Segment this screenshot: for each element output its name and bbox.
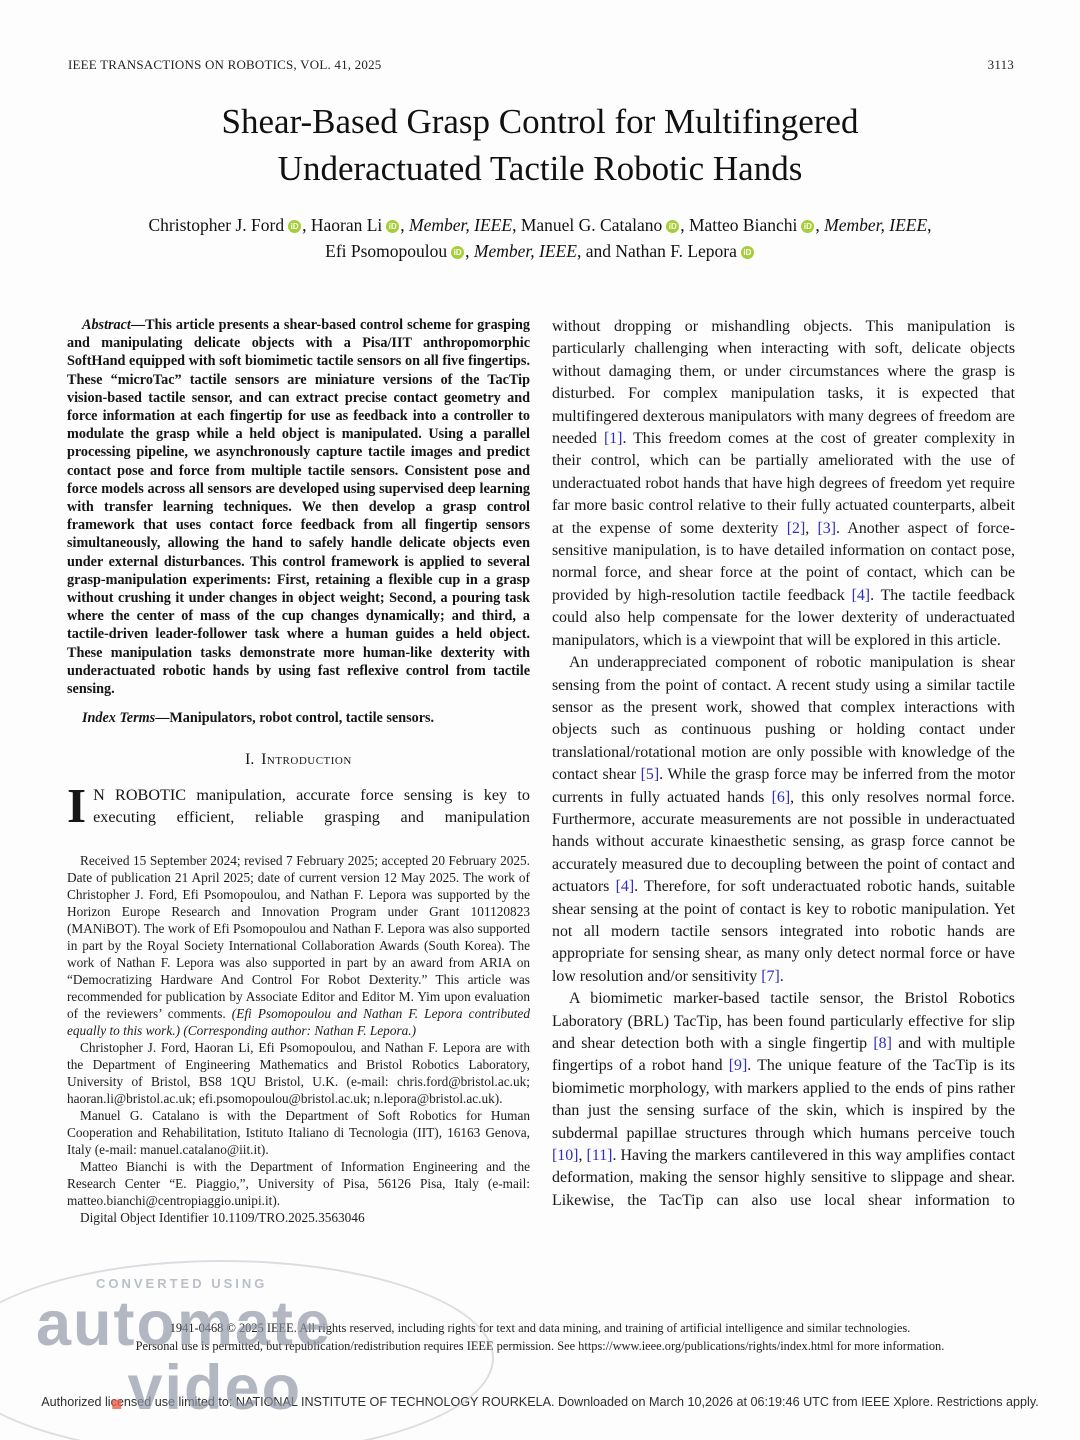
abstract-text: —This article presents a shear-based control scheme for grasping and manipulating delicate objects with a Pisa/IIT anthropomorphic SoftHand equipped with soft biomimetic tactile sensors on all five fingertips. These “microTac” tactile sensors are miniature versions of the TacTip vision-based tactile sensor, and can extract precise contact geometry and force information at each fingertip for use as feedback into a controller to modulate the grasp while a held object is manipulated. Using a parallel processing pipeline, we asynchronously capture tactile images and predict contact pose and force from multiple tactile sensors. Consistent pose and force models across all sensors are developed using supervised deep learning with transfer learning techniques. We then develop a grasp control framework that uses contact force feedback from all fingertip sensors simultaneously, allowing the hand to safely handle delicate objects even under external disturbances. This control framework is applied to several grasp-manipulation experiments: First, retaining a flexible cup in a grasp without crushing it under changes in object weight; Second, a pouring task where the center of mass of the cup changes dynamically; and third, a tactile-driven leader-follower task where a human guides a held object. These manipulation tasks demonstrate more human-like dexterity with underactuated robotic hands by using fast reflexive control from tactile sensing. xyxy=(67,317,530,698)
left-column xyxy=(67,316,530,1314)
text-segment: , xyxy=(465,241,474,261)
title-line-2: Underactuated Tactile Robotic Hands xyxy=(277,149,803,188)
index-terms xyxy=(67,709,530,727)
paper-title xyxy=(0,98,1080,192)
citation-ref[interactable]: [3] xyxy=(817,519,837,537)
first-page-footnotes xyxy=(67,852,530,1226)
watermark-video-word: video xyxy=(127,1353,303,1423)
text-segment: , xyxy=(578,1147,587,1165)
text-segment: . While the grasp force may be inferred from the motor currents in fully actuated hands xyxy=(552,766,1015,806)
text-segment: An underappreciated component of robotic manipulation is shear sensing from the point of contact. A recent study using a similar tactile sensor as the present work, showed that complex interactions with objects such as continuous pushing or holding contact under translational/rotational motion are only possible with knowledge of the contact shear xyxy=(552,654,1015,784)
citation-ref[interactable]: [4] xyxy=(851,586,871,604)
orcid-icon[interactable]: iD xyxy=(741,246,754,259)
intro-paragraph xyxy=(67,778,530,834)
citation-ref[interactable]: [7] xyxy=(761,967,780,985)
text-segment: , xyxy=(927,215,932,235)
text-segment: Efi Psomopoulou xyxy=(325,241,448,261)
orcid-icon[interactable]: iD xyxy=(451,246,464,259)
orcid-icon[interactable]: iD xyxy=(801,220,814,233)
watermark-orange-dot: . xyxy=(108,1353,128,1423)
text-segment: and with multiple fingertips of a robot hand xyxy=(552,1035,1015,1075)
right-column xyxy=(552,316,1015,1314)
text-segment: , Manuel G. Catalano xyxy=(512,215,663,235)
text-segment: . Having the markers cantilevered in this way amplifies contact deformation, making the sensor highly sensitive to slippage and shear. Likewise, the TacTip can also use local shear information to xyxy=(552,1147,1015,1209)
watermark-converted-using-text: CONVERTED USING xyxy=(96,1276,268,1291)
footnote-affiliation-pisa: Matteo Bianchi is with the Department of Information Engineering and the Research Center “E. Piaggio,”, University of Pisa, 56126 Pisa, Italy (e-mail: matteo.bianchi@centropiaggio.unipi.it). xyxy=(67,1159,530,1209)
xplore-license-line: Authorized licensed use limited to: NATIONAL INSTITUTE OF TECHNOLOGY ROURKELA. Downloaded on March 10,2026 at 06:19:46 UTC from IEEE Xplore. Restrictions apply. xyxy=(41,1395,1039,1409)
text-segment: , this only resolves normal force. Furthermore, accurate measurements are not possible in underactuated hands without accurate kinaesthetic sensing, as grasp force cannot be accurately measured due to decoupling between the point of contact and actuators xyxy=(552,788,1015,896)
copyright-line-2: Personal use is permitted, but republication/redistribution requires IEEE permission. See https://www.ieee.org/publications/rights/index.html for more information. xyxy=(135,1338,945,1353)
citation-ref[interactable]: [8] xyxy=(873,1035,892,1052)
text-segment: , xyxy=(805,519,818,537)
citation-ref[interactable]: [5] xyxy=(640,766,660,784)
page-number: 3113 xyxy=(987,57,1014,72)
journal-name: IEEE TRANSACTIONS ON ROBOTICS, VOL. 41, 2025 xyxy=(68,57,382,72)
doi-line: Digital Object Identifier 10.1109/TRO.2025.3563046 xyxy=(80,1210,365,1226)
watermark-automate-text: automate xyxy=(36,1289,333,1359)
index-terms-label: Index Terms xyxy=(82,710,156,727)
citation-ref[interactable]: [11] xyxy=(586,1147,613,1165)
intro-text: N ROBOTIC manipulation, accurate force sensing is key to executing efficient, reliable grasping and manipulation xyxy=(93,786,530,827)
citation-ref[interactable]: [10] xyxy=(552,1147,579,1165)
citation-ref[interactable]: [9] xyxy=(728,1057,748,1075)
text-segment: without dropping or mishandling objects. This manipulation is particularly challenging when interacting with soft, delicate objects without damaging them, or under circumstances where the grasp is disturbed. For complex manipulation tasks, it is expected that multifingered dexterous manipulators with many degrees of freedom are needed xyxy=(552,318,1015,448)
body-paragraph-3 xyxy=(552,988,1015,1212)
text-segment: . xyxy=(779,967,784,985)
orcid-icon[interactable]: iD xyxy=(386,220,399,233)
citation-ref[interactable]: [1] xyxy=(603,430,623,448)
text-segment: . The tactile feedback could also help compensate for the lower dexterity of underactuated manipulators, which is a viewpoint that will be explored in this article. xyxy=(552,586,1015,649)
text-segment: (Efi Psomopoulou and Nathan F. Lepora contributed equally to this work.) (Corresponding author: Nathan F. Lepora.) xyxy=(67,1006,530,1039)
running-header xyxy=(68,57,1014,73)
author-line-2 xyxy=(0,238,1080,264)
text-segment: , Haoran Li xyxy=(302,215,383,235)
copyright-line-1: 1941-0468 © 2025 IEEE. All rights reserved, including rights for text and data mining, and training of artificial intelligence and similar technologies. xyxy=(169,1321,911,1335)
text-segment: Christopher J. Ford xyxy=(148,215,285,235)
text-segment: Member, IEEE xyxy=(473,241,577,261)
body-paragraph-1 xyxy=(552,316,1015,652)
abstract-paragraph xyxy=(67,316,530,698)
text-segment: , Matteo Bianchi xyxy=(680,215,798,235)
citation-ref[interactable]: [6] xyxy=(771,788,791,806)
footnote-affiliation-bristol: Christopher J. Ford, Haoran Li, Efi Psomopoulou, and Nathan F. Lepora are with the Department of Engineering Mathematics and Bristol Robotics Laboratory, University of Bristol, BS8 1QU Bristol, U.K. (e-mail: chris.ford@bristol.ac.uk; haoran.li@bristol.ac.uk; efi.psomopoulou@bristol.ac.uk; n.lepora@bristol.ac.uk). xyxy=(67,1040,530,1107)
abstract-label: Abstract xyxy=(82,317,131,333)
section-number: I. xyxy=(245,751,255,769)
citation-ref[interactable]: [2] xyxy=(786,519,806,537)
drop-cap: I xyxy=(67,778,87,834)
author-line-1 xyxy=(0,212,1080,238)
section-title: Introduction xyxy=(261,751,352,769)
footnote-affiliation-iit: Manuel G. Catalano is with the Department of Soft Robotics for Human Cooperation and Rehabilitation, Istituto Italiano di Tecnologia (IIT), 16163 Genova, Italy (e-mail: manuel.catalano@iit.it). xyxy=(67,1108,530,1158)
text-segment: Member, IEEE xyxy=(824,215,928,235)
text-segment: , and Nathan F. Lepora xyxy=(576,241,737,261)
text-segment: , xyxy=(400,215,410,235)
text-segment: . The unique feature of the TacTip is its biomimetic morphology, with markers applied to the ends of pins rather than just the sensing surface of the skin, which is inspired by the subdermal papillae structures through which humans perceive touch xyxy=(552,1057,1015,1142)
text-segment: . Another aspect of force-sensitive manipulation, is to have detailed information on contact pose, normal force, and shear force at the point of contact, which can be provided by high-resolution tactile feedback xyxy=(552,519,1015,604)
footnote-funding xyxy=(67,852,530,1039)
two-column-body xyxy=(67,316,1015,1314)
body-paragraph-2 xyxy=(552,652,1015,988)
orcid-icon[interactable]: iD xyxy=(666,220,679,233)
section-heading-introduction xyxy=(67,751,530,769)
text-segment: , xyxy=(815,215,825,235)
title-line-1: Shear-Based Grasp Control for Multifingered xyxy=(221,102,859,141)
index-terms-text: —Manipulators, robot control, tactile sensors. xyxy=(155,710,435,727)
text-segment: A biomimetic marker-based tactile sensor, the Bristol Robotics Laboratory (BRL) TacTip, has been found particularly effective for slip and shear detection both with a single fingertip xyxy=(552,990,1015,1052)
orcid-icon[interactable]: iD xyxy=(288,220,301,233)
text-segment: . This freedom comes at the cost of greater complexity in their control, which can be partially ameliorated with the use of underactuated robot hands that have high degrees of freedom yet require far more basic control relative to their fully actuated counterparts, albeit at the expense of some dexterity xyxy=(552,430,1015,537)
text-segment: Member, IEEE xyxy=(409,215,513,235)
watermark-video-text xyxy=(108,1352,302,1424)
text-segment: . Therefore, for soft underactuated robotic hands, suitable shear sensing at the point of contact is key to robotic manipulation. Yet not all modern tactile sensors integrated into robotic hands are appropriate for sensing shear, as many only detect normal force or have low resolution and/or sensitivity xyxy=(552,878,1015,985)
citation-ref[interactable]: [4] xyxy=(615,878,635,896)
text-segment: Received 15 September 2024; revised 7 February 2025; accepted 20 February 2025. Date of publication 21 April 2025; date of current version 12 May 2025. The work of Christopher J. Ford, Efi Psomopoulou, and Nathan F. Lepora was supported by the Horizon Europe Research and Innovation Program under Grant 101120823 (MANiBOT). The work of Efi Psomopoulou and Nathan F. Lepora was also supported in part by the Royal Society International Collaboration Awards (South Korea). The work of Nathan F. Lepora was also supported in part by an award from ARIA on “Democratizing Hardware And Control For Robot Dexterity.” This article was recommended for publication by Associate Editor and Editor M. Yim upon evaluation of the reviewers’ comments. xyxy=(67,853,530,1022)
author-list xyxy=(0,212,1080,264)
copyright-notice xyxy=(0,1320,1080,1355)
